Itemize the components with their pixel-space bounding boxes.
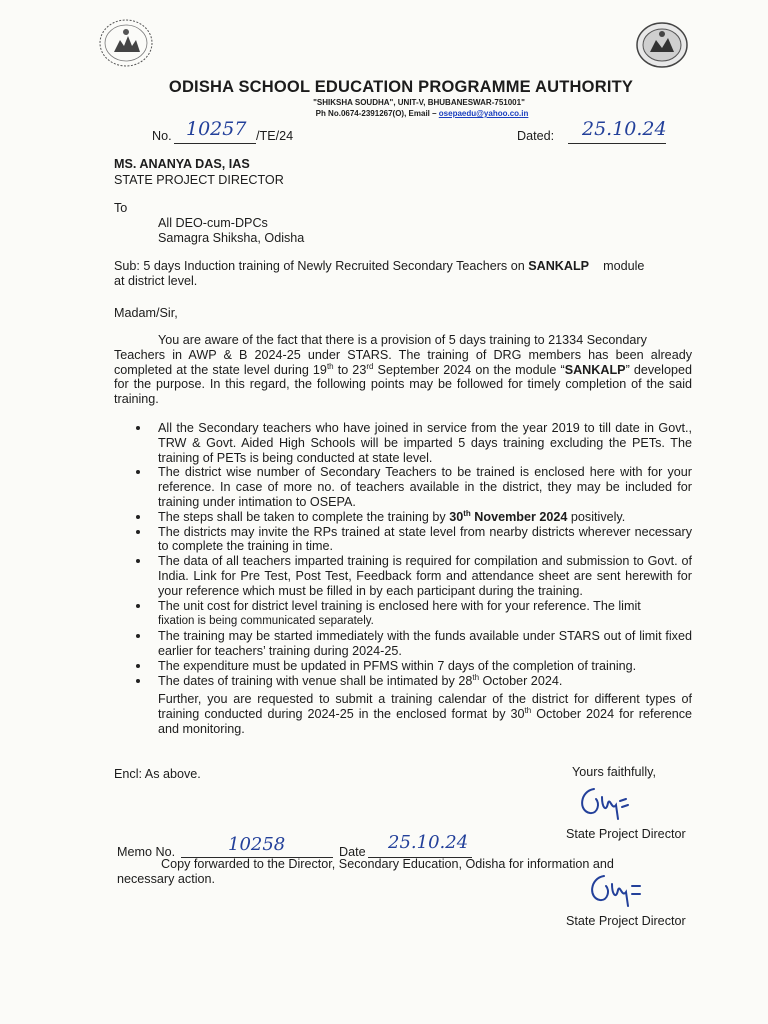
ref-no-label: No. [152, 129, 172, 143]
point-item [158, 659, 692, 674]
further-sup: th [524, 705, 532, 715]
intro-part-5: ” developed for the purpose. In this regard, the following points may be followed for timely completion of the said training. [114, 362, 692, 407]
point-item [158, 629, 692, 659]
subject-suffix: module [589, 259, 645, 273]
phone-text: Ph No.0674-2391267(O), Email – [315, 109, 439, 118]
intro-line-1: You are aware of the fact that there is a provision of 5 days training to 21334 Secondary [158, 333, 647, 347]
memo-label: Memo No. [117, 845, 176, 859]
point-9-sup: th [472, 672, 480, 682]
points-list [158, 421, 692, 737]
sender-designation: STATE PROJECT DIRECTOR [114, 173, 284, 187]
memo-date-value: 25.10.24 [388, 832, 469, 853]
point-2-text: The district wise number of Secondary Teachers to be trained is enclosed here with for your reference. In case of more no. of teachers available in the district, they may be included for training under intimation to OSEPA. [158, 465, 692, 509]
point-item [158, 674, 692, 689]
copy-line-1: Copy forwarded to the Director, Secondary Education, Odisha for information and [161, 857, 614, 871]
enclosure-note: Encl: As above. [114, 767, 201, 781]
point-item [158, 554, 692, 598]
point-item [158, 525, 692, 555]
point-4-text: The districts may invite the RPs trained at state level from nearby districts wherever necessary to complete the training in time. [158, 524, 692, 554]
point-6-text-b: fixation is being communicated separately. [158, 615, 374, 628]
further-part-2: October 2024 for reference and monitoring. [158, 707, 693, 736]
dated-underline [568, 143, 666, 144]
dated-label: Dated: [517, 129, 555, 143]
intro-part-2: Teachers in AWP & B 2024-25 under STARS. The training of DRG members has been already completed at the state level during 19 [114, 347, 692, 377]
ref-no-suffix: /TE/24 [256, 129, 294, 143]
ref-no-value: 10257 [186, 118, 247, 140]
org-title: ODISHA SCHOOL EDUCATION PROGRAMME AUTHORITY [168, 78, 634, 96]
intro-part-3: to 23 [333, 362, 367, 377]
point-9-suffix: October 2024. [479, 673, 563, 688]
point-6-text-a: The unit cost for district level training is enclosed here with for your reference. The limit [158, 598, 641, 613]
signature-1 [572, 783, 642, 830]
to-label: To [114, 201, 128, 215]
org-address: "SHIKSHA SOUDHA", UNIT-V, BHUBANESWAR-751001" [313, 98, 525, 107]
closing: Yours faithfully, [572, 765, 657, 779]
point-8-text: The expenditure must be updated in PFMS within 7 days of the completion of training. [158, 658, 637, 673]
point-item [158, 421, 692, 465]
subject-module: SANKALP [528, 259, 590, 273]
subject [114, 259, 694, 289]
intro-module: SANKALP [564, 362, 626, 377]
recipient-line-1: All DEO-cum-DPCs [158, 216, 268, 230]
point-5-text: The data of all teachers imparted training is required for compilation and submission to Govt. of India. Link for Pre Test, Post Test, Feedback form and attendance sheet are sent herewith for your reference which must be filled in by each participant during the training. [158, 554, 692, 598]
point-3-month: November 2024 [470, 509, 568, 524]
intro-sup-2: rd [366, 361, 374, 371]
memo-value: 10258 [228, 834, 286, 855]
sender-name: MS. ANANYA DAS, IAS [114, 157, 250, 171]
email-link[interactable]: osepaedu@yahoo.co.in [438, 109, 529, 118]
further-paragraph [158, 692, 692, 736]
point-7-text: The training may be started immediately with the funds available under STARS out of limit fixed earlier for teachers’ training during 2024-25. [158, 629, 692, 658]
point-3-day: 30 [449, 509, 464, 524]
point-item [158, 599, 692, 630]
signature-2 [580, 870, 650, 917]
further-part-1: Further, you are requested to submit a training calendar of the district for different types of training conducted during 2024-25 in the enclosed format by 30 [158, 692, 692, 722]
point-item [158, 510, 692, 525]
org-contact [0, 109, 768, 118]
signatory-1: State Project Director [566, 827, 686, 841]
copy-line-2: necessary action. [117, 871, 216, 886]
state-emblem-icon [98, 18, 154, 68]
point-3-suffix: positively. [567, 509, 626, 524]
recipient-line-2: Samagra Shiksha, Odisha [158, 231, 305, 245]
intro-paragraph [114, 333, 692, 407]
intro-body [114, 348, 692, 407]
intro-part-4: September 2024 on the module “ [373, 362, 565, 377]
salutation: Madam/Sir, [114, 306, 178, 320]
memo-date-label: Date [339, 845, 366, 859]
point-3-sup: th [463, 508, 471, 518]
ref-no-underline [174, 143, 256, 144]
subject-prefix: Sub: 5 days Induction training of Newly Recruited Secondary Teachers on [114, 259, 529, 273]
point-item [158, 465, 692, 509]
point-1-text: All the Secondary teachers who have joined in service from the year 2019 to till date in Govt., TRW & Govt. Aided High Schools will be imparted 5 days training excluding the PETs. The training of PETs is being conducted at state level. [158, 421, 692, 465]
subject-line-2: at district level. [114, 273, 198, 288]
point-3-prefix: The steps shall be taken to complete the training by [158, 509, 450, 524]
osepa-logo-icon [636, 22, 688, 68]
point-9-prefix: The dates of training with venue shall be intimated by 28 [158, 673, 473, 688]
signatory-2: State Project Director [566, 914, 686, 928]
dated-value: 25.10.24 [582, 118, 667, 140]
intro-sup-1: th [326, 361, 334, 371]
